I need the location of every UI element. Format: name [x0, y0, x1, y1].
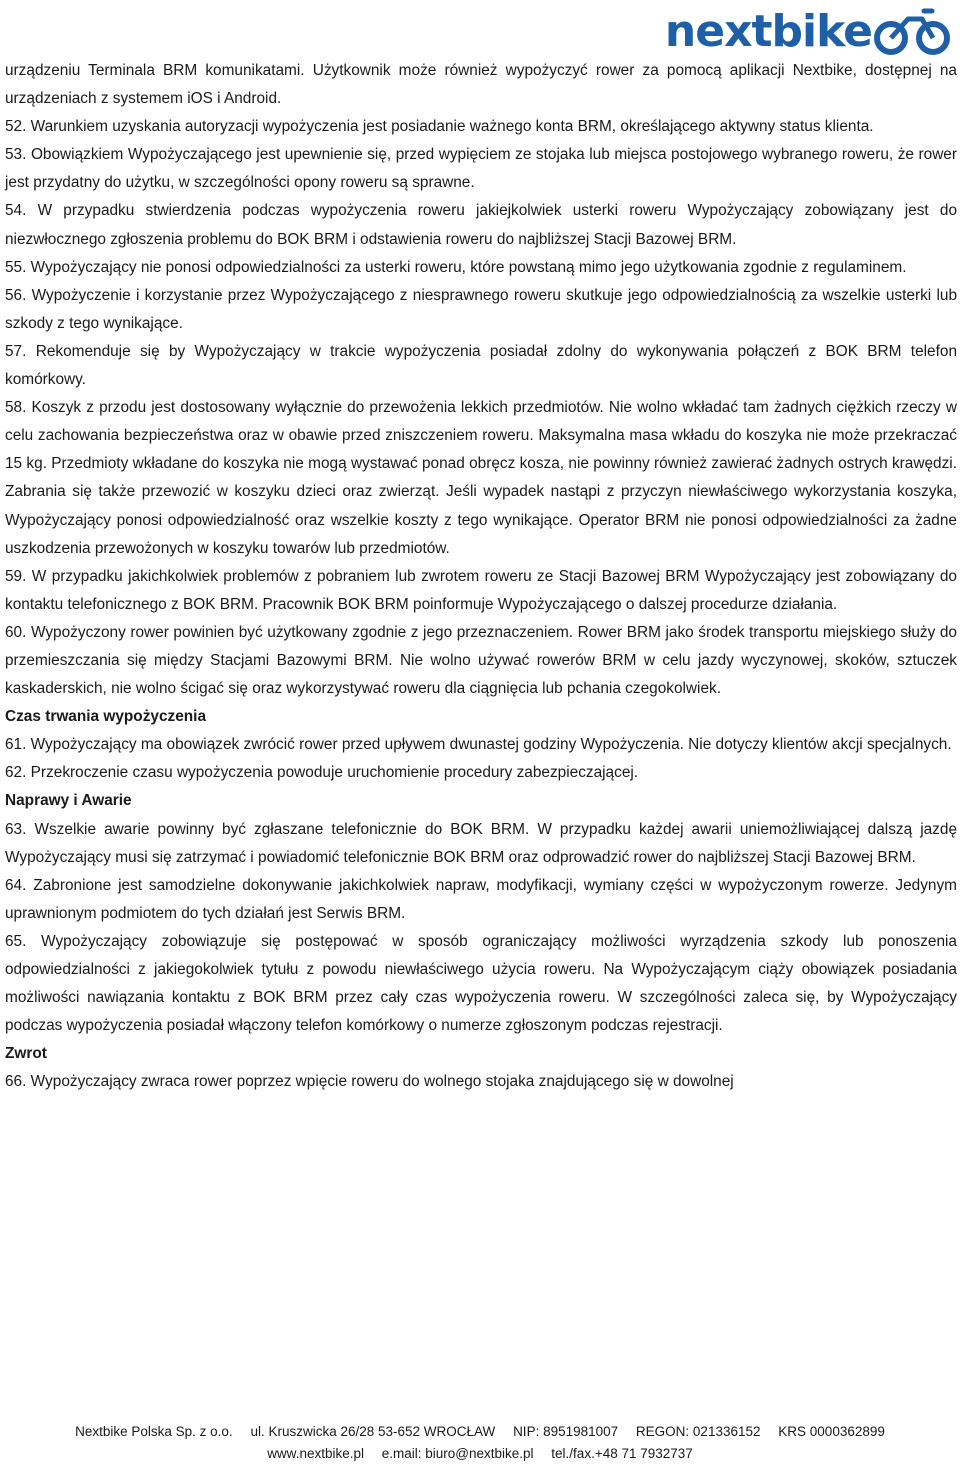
paragraph-59: 59. W przypadku jakichkolwiek problemów z pobraniem lub zwrotem roweru ze Stacji Bazowej BRM Wypożyczający jest zobowiązany do kontaktu telefonicznego z BOK BRM. Pracownik BOK BRM poinformuje Wypożyczającego o dalszej procedurze działania. [5, 567, 957, 613]
paragraph-55: 55. Wypożyczający nie ponosi odpowiedzialności za usterki roweru, które powstaną mimo jego użytkowania zgodnie z regulaminem. [5, 258, 907, 276]
section-heading-return: Zwrot [5, 1045, 47, 1063]
paragraph-61: 61. Wypożyczający ma obowiązek zwrócić rower przed upływem dwunastej godziny Wypożyczenia. Nie dotyczy klientów akcji specjalnych. [5, 736, 952, 754]
page-footer [0, 1421, 960, 1465]
paragraph-51-continued: urządzeniu Terminala BRM komunikatami. Użytkownik może również wypożyczyć rower za pomocą aplikacji Nextbike, dostępnej na urządzeniach z systemem iOS i Android. [5, 62, 957, 108]
footer-nip: NIP: 8951981007 [513, 1424, 619, 1439]
paragraph-56: 56. Wypożyczenie i korzystanie przez Wypożyczającego z niesprawnego roweru skutkuje jego odpowiedzialnością za wszelkie usterki lub szkody z tego wynikające. [5, 286, 957, 332]
paragraph-60: 60. Wypożyczony rower powinien być użytkowany zgodnie z jego przeznaczeniem. Rower BRM jako środek transportu miejskiego służy do przemieszczania się między Stacjami Bazowymi BRM. Nie wolno używać rowerów BRM w celu jazdy wyczynowej, skoków, sztuczek kaskaderskich, nie wolno ścigać się oraz wykorzystywać roweru dla ciągnięcia lub pchania czegokolwiek. [5, 623, 957, 698]
footer-regon: REGON: 021336152 [635, 1424, 761, 1439]
paragraph-57: 57. Rekomenduje się by Wypożyczający w trakcie wypożyczenia posiadał zdolny do wykonywania połączeń z BOK BRM telefon komórkowy. [5, 342, 957, 389]
paragraph-54: 54. W przypadku stwierdzenia podczas wypożyczenia roweru jakiejkolwiek usterki roweru Wypożyczający zobowiązany jest do niezwłocznego zgłoszenia problemu do BOK BRM i odstawienia roweru do najbliższej Stacji Bazowej BRM. [5, 202, 957, 248]
paragraph-58: 58. Koszyk z przodu jest dostosowany wyłącznie do przewożenia lekkich przedmiotów. Nie wolno wkładać tam żadnych ciężkich rzeczy w celu zachowania bezpieczeństwa oraz w obawie przed zniszczeniem roweru. Maksymalna masa wkładu do koszyka nie może przekraczać 15 kg. Przedmioty wkładane do koszyka nie mogą wystawać ponad obręcz kosza, nie powinny również zawierać żadnych ostrych krawędzi. Zabrania się także przewozić w koszyku dzieci oraz zwierząt. Jeśli wypadek nastąpi z przyczyn niewłaściwego wykorzystania koszyka, Wypożyczający ponosi odpowiedzialność oraz wszelkie koszty z tego wynikające. Operator BRM nie ponosi odpowiedzialności za żadne uszkodzenia przewożonych w koszyku towarów lub przedmiotów. [5, 399, 957, 557]
footer-company-row [0, 1421, 960, 1443]
bicycle-icon [874, 7, 952, 57]
footer-contact-row [0, 1443, 960, 1465]
nextbike-logo [665, 6, 952, 58]
section-heading-rental-time: Czas trwania wypożyczenia [5, 708, 207, 726]
regulation-text [5, 57, 957, 1096]
paragraph-52: 52. Warunkiem uzyskania autoryzacji wypożyczenia jest posiadanie ważnego konta BRM, określającego aktywny status klienta. [5, 118, 874, 136]
footer-phone: tel./fax.+48 71 7932737 [551, 1446, 693, 1461]
paragraph-62: 62. Przekroczenie czasu wypożyczenia powoduje uruchomienie procedury zabezpieczającej. [5, 764, 639, 782]
footer-address: ul. Kruszwicka 26/28 53-652 WROCŁAW [250, 1424, 496, 1439]
paragraph-64: 64. Zabronione jest samodzielne dokonywanie jakichkolwiek napraw, modyfikacji, wymiany części w wypożyczonym rowerze. Jedynym uprawnionym podmiotem do tych działań jest Serwis BRM. [5, 876, 957, 922]
section-heading-repairs: Naprawy i Awarie [5, 792, 132, 810]
paragraph-66: 66. Wypożyczający zwraca rower poprzez wpięcie roweru do wolnego stojaka znajdującego się w dowolnej [5, 1073, 734, 1091]
paragraph-65: 65. Wypożyczający zobowiązuje się postępować w sposób ograniczający możliwości wyrządzenia szkody lub ponoszenia odpowiedzialności z jakiegokolwiek tytułu z powodu niewłaściwego użycia roweru. Na Wypożyczającym ciąży obowiązek posiadania możliwości nawiązania kontaktu z BOK BRM przez cały czas wypożyczenia roweru. W szczególności zaleca się, by Wypożyczający podczas wypożyczenia posiadał włączony telefon komórkowy o numerze zgłoszonym podczas rejestracji. [5, 932, 957, 1035]
footer-email: e.mail: biuro@nextbike.pl [381, 1446, 534, 1461]
logo-wordmark: nextbike [664, 6, 872, 57]
paragraph-53: 53. Obowiązkiem Wypożyczającego jest upewnienie się, przed wypięciem ze stojaka lub miejsca postojowego wybranego roweru, że rower jest przydatny do użytku, w szczególności opony roweru są sprawne. [5, 146, 957, 192]
footer-company: Nextbike Polska Sp. z o.o. [75, 1424, 233, 1439]
footer-website: www.nextbike.pl [267, 1446, 364, 1461]
footer-krs: KRS 0000362899 [778, 1424, 885, 1439]
paragraph-63: 63. Wszelkie awarie powinny być zgłaszane telefonicznie do BOK BRM. W przypadku każdej awarii uniemożliwiającej dalszą jazdę Wypożyczający musi się zatrzymać i powiadomić telefonicznie BOK BRM oraz odprowadzić rower do najbliższej Stacji Bazowej BRM. [5, 820, 957, 866]
